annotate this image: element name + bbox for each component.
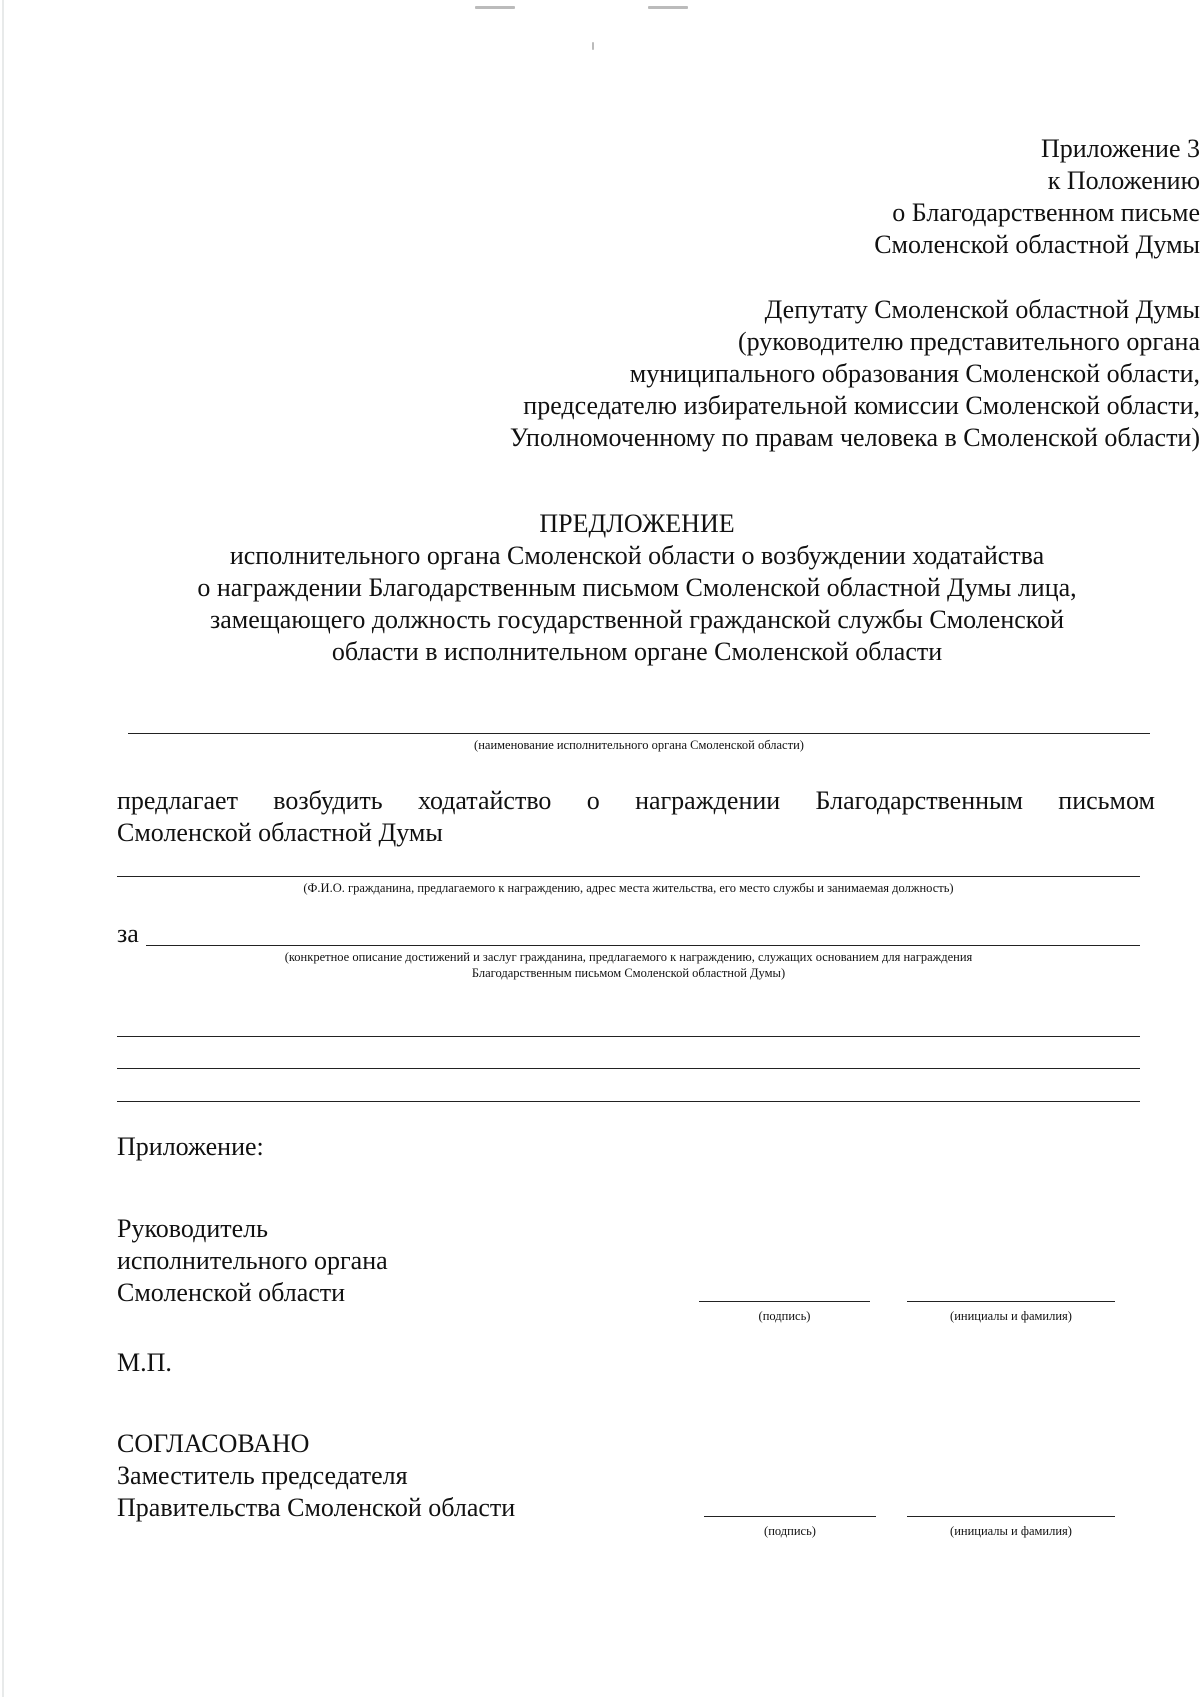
proposal-line-2: Смоленской областной Думы	[117, 818, 443, 847]
proposal-word: ходатайство	[417, 786, 552, 815]
title-line: о награждении Благодарственным письмом Смоленской областной Думы лица,	[197, 573, 1077, 602]
document-title	[0, 508, 1200, 678]
proposal-word: о	[586, 786, 600, 815]
approval-heading: СОГЛАСОВАНО	[117, 1429, 310, 1458]
approval-block	[0, 1420, 1200, 1550]
blank-line[interactable]	[117, 1036, 1140, 1037]
proposal-word: письмом	[1058, 786, 1155, 815]
title-line: исполнительного органа Смоленской области о возбуждении ходатайства	[229, 541, 1045, 570]
appendix-line: Смоленской областной Думы	[874, 230, 1200, 259]
signature-caption: (подпись)	[758, 1309, 811, 1323]
name-field[interactable]	[907, 1516, 1115, 1517]
appendix-line: о Благодарственном письме	[892, 198, 1200, 227]
blank-line[interactable]	[117, 1068, 1140, 1069]
proposal-line	[117, 785, 1155, 817]
title-heading: ПРЕДЛОЖЕНИЕ	[539, 509, 735, 538]
head-title-line: Руководитель	[117, 1214, 268, 1243]
proposal-word: Благодарственным	[815, 786, 1023, 815]
person-details-field[interactable]	[117, 876, 1140, 877]
merits-caption: (конкретное описание достижений и заслуг гражданина, предлагаемого к награждению, служащих основанием для награждения	[284, 950, 973, 964]
name-caption: (инициалы и фамилия)	[950, 1309, 1072, 1323]
signature-caption: (подпись)	[764, 1524, 816, 1538]
addressee-line: Уполномоченному по правам человека в Смоленской области)	[509, 423, 1200, 452]
attachment-label: Приложение:	[117, 1132, 264, 1161]
title-line: замещающего должность государственной гражданской службы Смоленской	[209, 605, 1065, 634]
head-signature-block	[0, 1205, 1200, 1335]
proposal-word: награждении	[635, 786, 781, 815]
addressee-block	[0, 290, 1200, 460]
approval-line: Заместитель председателя	[117, 1461, 408, 1490]
name-field[interactable]	[907, 1301, 1115, 1302]
org-name-field[interactable]	[128, 733, 1150, 734]
blank-line[interactable]	[117, 1101, 1140, 1102]
signature-field[interactable]	[699, 1301, 870, 1302]
title-line: области в исполнительном органе Смоленской области	[331, 637, 943, 666]
merits-caption: Благодарственным письмом Смоленской областной Думы)	[471, 966, 786, 980]
addressee-line: муниципального образования Смоленской области,	[629, 359, 1200, 388]
name-caption: (инициалы и фамилия)	[950, 1524, 1072, 1538]
addressee-line: председателю избирательной комиссии Смоленской области,	[523, 391, 1200, 420]
appendix-line: к Положению	[1047, 166, 1200, 195]
approval-line: Правительства Смоленской области	[117, 1493, 516, 1522]
proposal-word: возбудить	[273, 786, 383, 815]
appendix-block	[0, 0, 1200, 280]
stamp-place-label: М.П.	[117, 1348, 172, 1377]
proposal-word: предлагает	[117, 786, 238, 815]
merits-field[interactable]	[146, 945, 1140, 946]
appendix-number: Приложение 3	[1040, 134, 1200, 163]
addressee-line: (руководителю представительного органа	[737, 327, 1200, 356]
addressee-line: Депутату Смоленской областной Думы	[764, 295, 1200, 324]
head-title-line: Смоленской области	[117, 1278, 346, 1307]
person-details-caption: (Ф.И.О. гражданина, предлагаемого к награждению, адрес места жительства, его место службы и занимаемая должность)	[303, 881, 954, 895]
head-title-line: исполнительного органа	[117, 1246, 388, 1275]
org-name-caption: (наименование исполнительного органа Смоленской области)	[474, 738, 804, 752]
signature-field[interactable]	[704, 1516, 876, 1517]
for-label: за	[117, 919, 139, 948]
